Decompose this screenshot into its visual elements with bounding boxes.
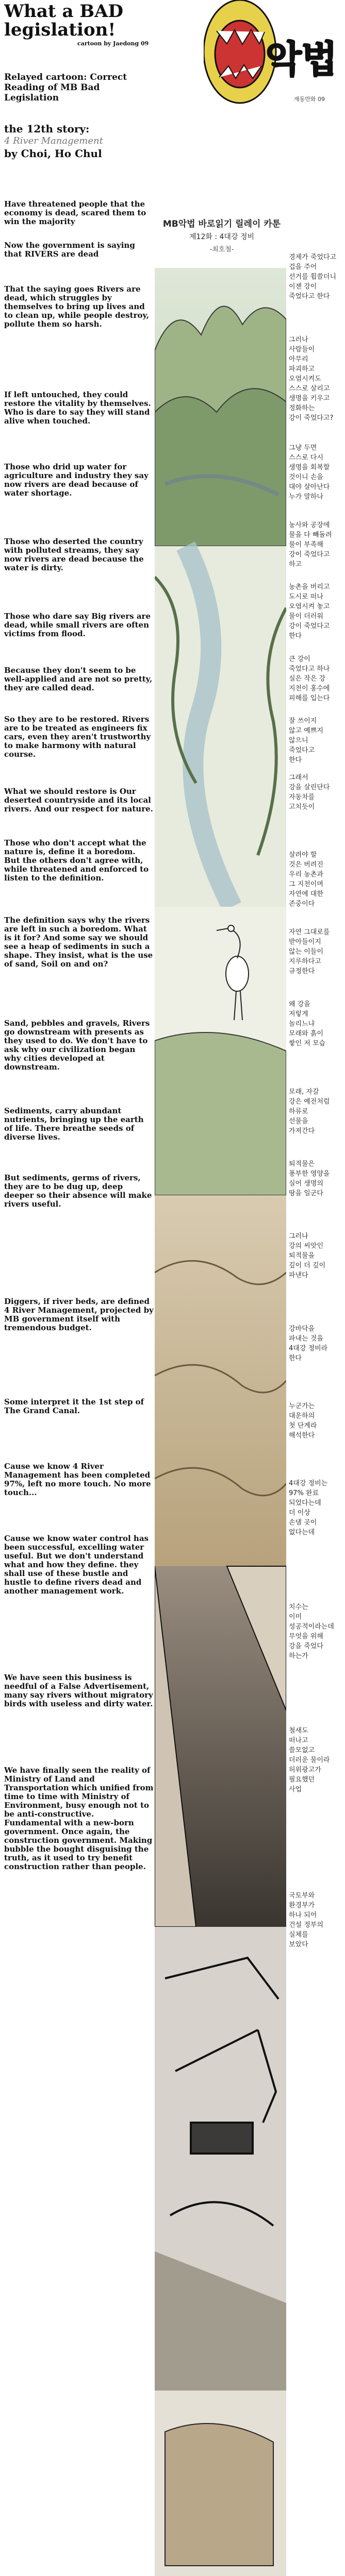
narration-block: Cause we know 4 River Management has been completed 97%, left no more touch. No more touch... — [4, 1462, 151, 1497]
story-title: 4 River Management — [4, 135, 103, 146]
narration-block: Have threatened people that the economy is dead, scared them to win the majority — [4, 199, 146, 226]
narration-block: Those who don't accept what the nature is, define it a boredom. But the others don't agree with, while threatened and enforced to listen to the definition. — [4, 838, 149, 883]
narration-block: Cause we know water control has been successful, excelling water useful. But we don't understand what and how they define. they shall use of these bustle and hustle to define rivers dead and another management work. — [4, 1534, 149, 1596]
korean-block: 치수는 이미 성공적이라는데 무엇을 위해 강을 죽었다 하는가 — [289, 1603, 334, 1660]
korean-block: 농사와 공장에 물을 다 빼돌려 물이 부족해 강이 죽었다고 하고 — [289, 521, 332, 568]
narration-block: Some interpret it the 1st step of The Grand Canal. — [4, 1397, 144, 1415]
korean-block: 국토부와 환경부가 하나 되어 건설 정부의 실체를 보았다 — [289, 1892, 323, 1948]
korean-block: 그래서 강을 살린단다 자동차를 고치듯이 — [289, 774, 330, 811]
narration-block: That the saying goes Rivers are dead, which struggles by themselves to bring up lives and to clean up, while people destroy, pollute them so harsh. — [4, 284, 150, 329]
narration-block: So they are to be restored. Rivers are to be treated as engineers fix cars, even they aren't trustworthy to make harmony with natural course. — [4, 715, 151, 759]
narration-block: Those who drid up water for agriculture and industry they say now rivers are dead because of water shortage. — [4, 462, 149, 498]
narration-block: If left untouched, they could restore the vitality by themselves. Who is dare to say they will stand alive when touched. — [4, 390, 151, 426]
korean-block: 농촌을 버리고 도시로 떠나 오염시켜 놓고 물이 더러워 강이 죽었다고 한다 — [289, 583, 330, 640]
narration-block: Now the government is saying that RIVERS are dead — [4, 241, 135, 259]
narration-block: Sediments, carry abundant nutrients, bringing up the earth of life. There breathe seeds of diverse lives. — [4, 1106, 144, 1142]
korean-title-line1: MB악법 바로읽기 릴레이 카툰 — [162, 219, 281, 229]
series-subtitle: Relayed cartoon: Correct Reading of MB Bad Legislation — [4, 72, 127, 103]
korean-block: 잘 쓰이지 않고 예쁘지 않으니 죽었다고 한다 — [289, 717, 323, 764]
series-logo — [204, 0, 345, 118]
narration-block: Those who deserted the country with polluted streams, they say now rivers are dead because the water is dirty. — [4, 537, 144, 572]
korean-block: 왜 강을 저렇게 놀리느냐 모래와 흙이 쌓인 저 모습 — [289, 1001, 326, 1047]
story-author: by Choi, Ho Chul — [4, 147, 102, 160]
narration-block: Diggers, if river beds, are defined 4 River Management, projected by MB government itself with tremendous budget. — [4, 1297, 154, 1332]
logo-caption: 재동만화 09 — [294, 96, 325, 103]
korean-block: 모래, 자갈 강은 예전처럼 하류로 선물을 가져간다 — [289, 1088, 330, 1135]
narration-block: We have finally seen the reality of Ministry of Land and Transportation which unified from time to time with Ministry of Environment, busy enough not to be anti-constructive. Fundamental with a new-born government. Once again, the construction government. Making bubble the bought disguising the truth, as it used to try benefit construction rather than people. — [4, 1766, 154, 1871]
story-number: the 12th story: — [4, 123, 90, 135]
narration-block: We have seen this business is needful of a False Advertisement, many say rivers without migratory birds with useless and dirty water. — [4, 1673, 153, 1708]
narration-block: Because they don't seem to be well-applied and are not so pretty, they are called dead. — [4, 666, 153, 692]
korean-block: 강바닥을 파내는 것을 4대강 정비라 한다 — [289, 1325, 328, 1362]
korean-block: 철새도 떠나고 쓸모없고 더러운 물이라 허위광고가 필요했던 사업 — [289, 1727, 330, 1793]
narration-block: But sediments, germs of rivers, they are to be dug up, deep deeper so their absence will make rivers useful. — [4, 1173, 152, 1209]
korean-block: 퇴적물은 풍부한 영양을 실어 생명의 땅을 일군다 — [289, 1160, 330, 1197]
korean-block: 경제가 죽었다고 겁을 주어 선거를 휩쓸더니 이젠 강이 죽었다고 한다 — [289, 253, 337, 300]
korean-block: 그러나 강의 씨앗인 퇴적물을 깊이 더 깊이 파낸다 — [289, 1232, 326, 1279]
story-heading — [4, 123, 159, 160]
narration-block: The definition says why the rivers are left in such a boredom. What is it for? And some say we should see a heap of sediments in such a shape. They insist, what is the use of sand, Soil on and on? — [4, 916, 153, 969]
korean-title-line2: 제12화 : 4대강 정비 — [189, 233, 254, 241]
korean-block: 살려야 할 것은 버려진 우리 농촌과 그 지천이며 자연에 대한 존중이다 — [289, 851, 323, 908]
page-title: What a BAD legislation! — [4, 1, 123, 40]
river-illustration — [155, 216, 286, 2576]
korean-block: 큰 강이 죽었다고 하나 실은 작은 강 지천이 홍수에 피해를 입는다 — [289, 655, 330, 702]
korean-block: 4대강 정비는 97% 완료 되었다는데 더 이상 손댈 곳이 없다는데 — [289, 1480, 328, 1536]
korean-block: 그러나 사람들이 아무리 파괴하고 오염시켜도 스스로 살리고 생명을 키우고 정화하는 강이 죽었다고? — [289, 336, 334, 422]
korean-title-line3: -최호철- — [209, 246, 234, 253]
cartoon-credit: cartoon by Jaedong 09 — [77, 40, 149, 47]
korean-block: 그냥 두면 스스로 다시 생명을 회복할 것이니 손을 대야 살아난다 누가 말하나 — [289, 444, 330, 501]
narration-block: Those who dare say Big rivers are dead, while small rivers are often victims from flood. — [4, 612, 151, 638]
narration-block: What we should restore is Our deserted countryside and its local rivers. And our respect for nature. — [4, 787, 153, 814]
logo-text: 악법 — [266, 38, 338, 81]
narration-block: Sand, pebbles and gravels, Rivers go downstream with presents as they used to do. We don't have to ask why our civilization began why cities developed at downstream. — [4, 1019, 150, 1072]
korean-block: 자연 그대로를 받아들이지 않는 이들이 지루하다고 규정한다 — [289, 928, 330, 975]
korean-block: 누군가는 대운하의 첫 단계라 해석한다 — [289, 1402, 317, 1439]
